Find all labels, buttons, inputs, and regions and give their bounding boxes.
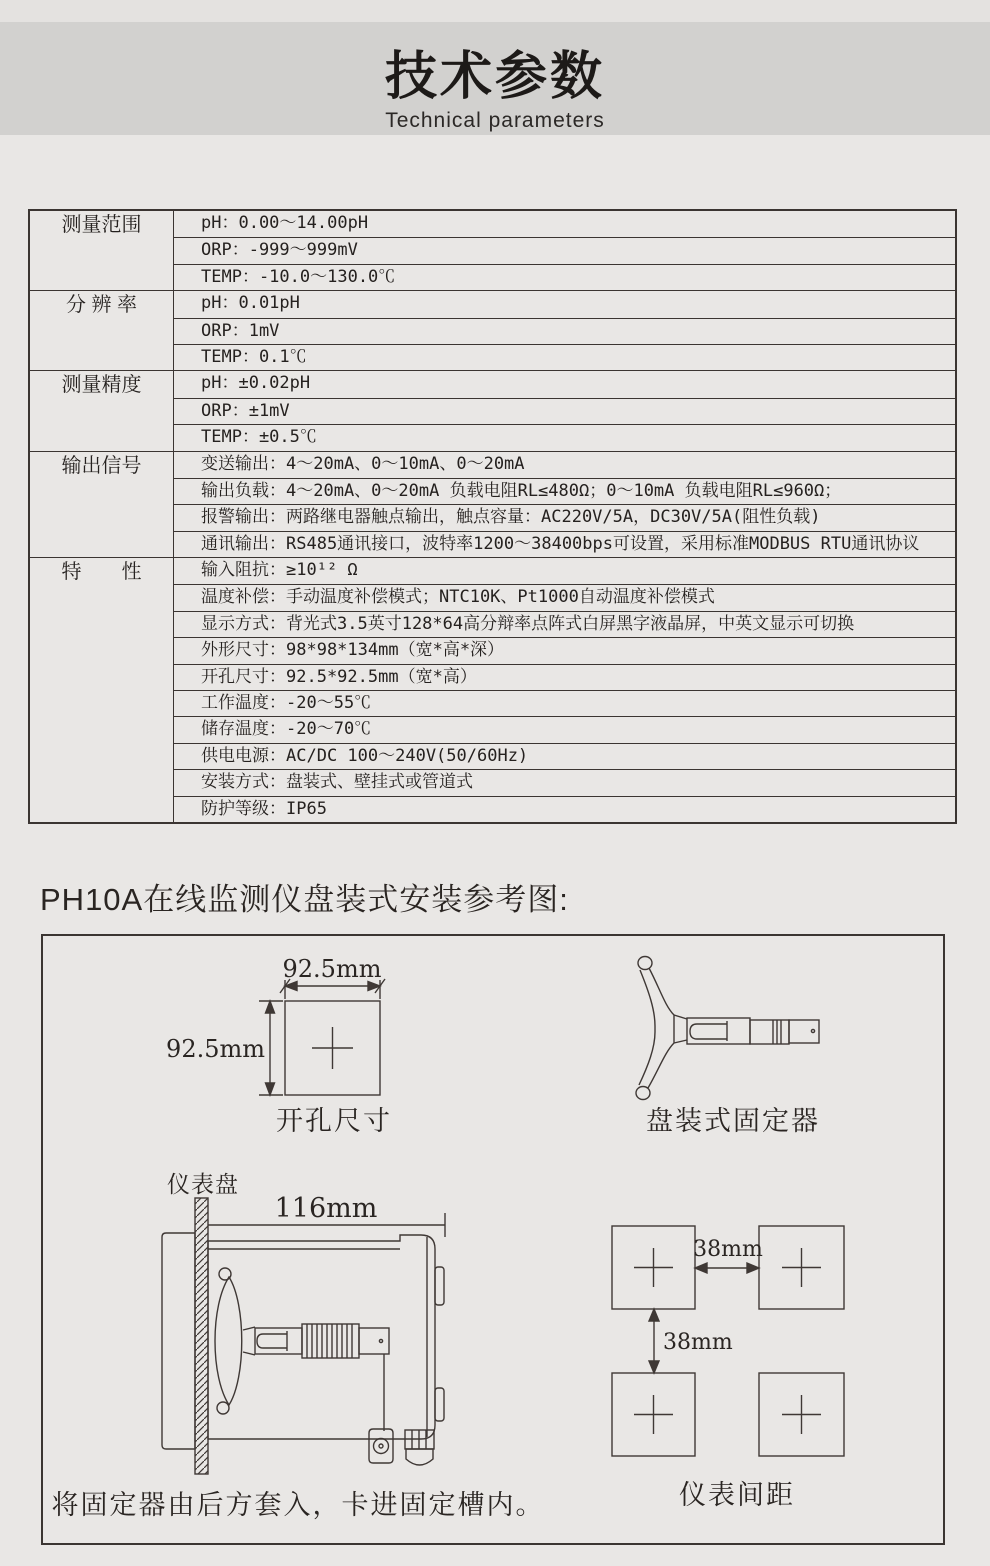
page-title: 技术参数 [384,48,605,106]
panel-view-caption: 将固定器由后方套入，卡进固定槽内。 [51,1490,545,1520]
spec-row: pH：±0.02pH [201,373,311,394]
rear-clip-top [435,1267,444,1305]
fixer-caption: 盘装式固定器 [646,1106,820,1136]
panel-hatch [195,1198,208,1474]
spec-row: 变送输出：4～20mA、0～10mA、0～20mA [201,453,525,474]
fixer-handle-side [215,1277,242,1405]
rear-clip-bottom [435,1388,444,1421]
spec-row: TEMP：±0.5℃ [174,424,955,450]
fixer-arm-outer [648,968,674,1088]
spec-row: 外形尺寸：98*98*134mm（宽*高*深） [174,637,955,663]
spec-group-label: 输出信号 [30,452,174,558]
spec-row: 安装方式：盘装式、壁挂式或管道式 [174,769,955,795]
panel-side-view [52,1171,545,1520]
spacing-caption: 仪表间距 [679,1480,795,1510]
spacing-h-gap-label: 38mm [693,1237,763,1262]
spec-row: 工作温度：-20～55℃ [174,690,955,716]
spacing-diagram [612,1226,844,1510]
spec-group-range [30,211,955,290]
depth-label: 116mm [274,1193,378,1224]
spec-row: 显示方式：背光式3.5英寸128*64高分辩率点阵式白屏黑字液晶屏，中英文显示可切换 [174,611,955,637]
cutout-diagram [166,955,392,1136]
panel-label: 仪表盘 [167,1171,239,1197]
spec-group-label: 分 辨 率 [30,291,174,370]
spec-row: 温度补偿：手动温度补偿模式；NTC10K、Pt1000自动温度补偿模式 [174,584,955,610]
bezel [162,1233,195,1449]
spec-row: 通讯输出：RS485通讯接口，波特率1200～38400bps可设置，采用标准MODBUS RTU通讯协议 [174,531,955,557]
install-diagram-svg [43,936,943,1543]
spec-row: 防护等级：IP65 [174,796,955,822]
spec-row: TEMP：0.1℃ [174,344,955,370]
spec-group-resolution [30,290,955,370]
spec-row: pH：0.01pH [201,293,300,314]
fixer-knob-bottom [636,1087,650,1100]
fixer-diagram [636,957,820,1137]
spec-row: TEMP：-10.0～130.0℃ [174,264,955,290]
spec-row: 储存温度：-20～70℃ [174,716,955,742]
fixer-slot-block [687,1018,750,1044]
spec-group-label: 特 性 [30,558,174,822]
spec-row: 开孔尺寸：92.5*92.5mm（宽*高） [174,664,955,690]
page-subtitle: Technical parameters [385,109,605,132]
spec-row: ORP：±1mV [174,398,955,424]
top-strip [0,0,990,22]
install-diagram [41,934,945,1545]
spec-group-label: 测量精度 [30,371,174,450]
spec-table [28,209,957,824]
spec-row: 供电电源：AC/DC 100～240V(50/60Hz) [174,743,955,769]
spec-group-accuracy [30,370,955,450]
spec-row: 输出负载：4～20mA、0～20mA 负载电阻RL≤480Ω；0～10mA 负载电阻RL≤960Ω； [174,478,955,504]
fixer-rib-block-side [302,1324,359,1358]
fixer-knob-top [638,957,652,970]
fixer-collar [674,1015,687,1043]
cutout-width-label: 92.5mm [282,955,382,983]
spec-group-features [30,557,955,822]
spec-row: ORP：-999～999mV [174,237,955,263]
fixer-arm-inner [639,970,655,1085]
spec-row: pH：0.00～14.00pH [201,213,369,233]
install-heading: PH10A在线监测仪盘装式安装参考图: [40,882,569,917]
spec-group-output [30,451,955,558]
fixer-rib-block [750,1020,789,1044]
cutout-height-label: 92.5mm [166,1035,265,1063]
spacing-v-gap-label: 38mm [663,1330,733,1355]
spec-row: 报警输出：两路继电器触点输出，触点容量：AC220V/5A，DC30V/5A(阻性负载) [174,504,955,530]
spec-group-label: 测量范围 [30,211,174,290]
bottom-bracket [369,1429,393,1463]
header-band [0,22,990,135]
spec-row: 输入阻抗：≥10¹² Ω [201,560,358,581]
cutout-caption: 开孔尺寸 [276,1106,392,1136]
spec-row: ORP：1mV [174,318,955,344]
